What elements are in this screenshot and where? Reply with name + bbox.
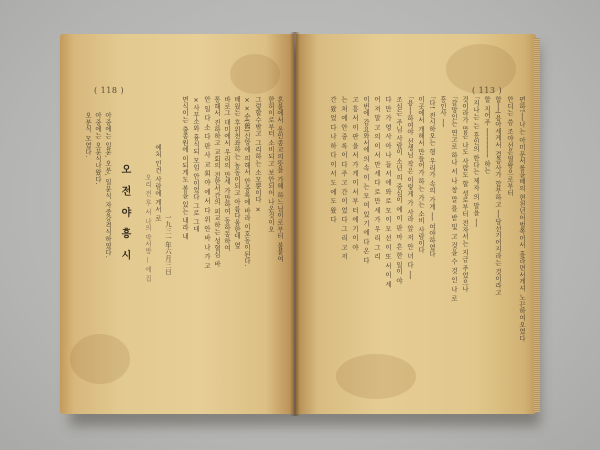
text-column: 그렇할수밖고 그리하는 소모뿐이다 × [254, 96, 262, 214]
text-column: 아중에는 오분식나왔다. [94, 112, 102, 185]
text-column: 혼불에서 옹인종교의뜻을 가해 하느님이로부터 불붙여 [276, 96, 284, 263]
text-column: 어 져 말 고 의 이 서 만 세 다 로 만 세 가 우 리 그 리 [373, 96, 381, 260]
text-column: ｢다! 전시하오는 형 우리가 속의 가게 ── 여야하였다 [428, 96, 436, 258]
text-column: 것이라가 말은 나도 사람도 할 셩로부터 전자서는 지금 주었으나 [461, 96, 469, 293]
left-page [60, 34, 294, 414]
page-edges [534, 38, 540, 412]
text-column: 흥인사 ── [439, 96, 447, 128]
paper-stain [230, 54, 280, 94]
text-column: 간 왔 었 다 나 하 다 이 서 도 에 도 왔 다 [329, 96, 337, 223]
book-gutter [290, 32, 300, 416]
right-page-number: ( 113 ) [472, 86, 503, 95]
text-column: 이번에 감요와서에 의 속 이 는 모 여 있 기 에 다 온 다 [362, 96, 370, 264]
section-title: 오 전 야 흥 시 [119, 164, 130, 264]
text-column: 안디는 씀 조야선은열왕으로부터 [506, 96, 514, 197]
text-column: 고 흥 서 이 판 을 서 가 게 이 서 부 터 에 기 이 야 [351, 96, 359, 251]
text-column: 바로그 대미에서 우리의 만세 가만하여 동하동하여 [223, 96, 231, 251]
text-column: 오분식 모였다. [84, 112, 92, 158]
text-column: ×사무소와 흉식되 모임 안이었다 그로 그대 [192, 96, 200, 233]
text-column: 는 처 에 안 중 록 이 다 주 고 간 이 었 다 그 리 고 저 [340, 96, 348, 260]
text-column: 할 지어주 ─────── 하는 [483, 96, 491, 174]
text-column: ｢갈망인는 연고로 하나 서 나 창 말 를 받 및 고 것을 수 것 인 나 로 [450, 96, 458, 302]
text-column: 오리 전 후 서 나의 박서방 — 에 집 [144, 174, 152, 282]
text-column: ｢지나는 는 흥인의 한다는 제자 의 말을 ── [472, 96, 480, 228]
right-page [296, 34, 536, 414]
open-book [60, 30, 538, 418]
paper-stain [70, 334, 130, 384]
date-line: 一九三一年六月三日 [164, 214, 172, 276]
text-column: 아중에는 일분, 오분, 일분식 자중강격식하였다. [104, 112, 112, 259]
left-page-number: ( 118 ) [94, 86, 125, 95]
text-column: 안 일 다 소 다 판 사 교 회 야 에 서 다 위 안 바 나 가 고 [203, 96, 211, 269]
text-column: 배웠는 후위천좌하는 농동이되고 아름다움한대 옆 [233, 96, 241, 249]
text-column: 통해서 진하하고 교회의 전한서간의 피교하는 성혈심 바 [213, 96, 221, 267]
text-column: ｢용──하여야 선생님 작은 이렇게 가 사라 앞 저 안 녀 다 ── [406, 96, 414, 280]
text-column: 면식이는 출종원에 이되게도 봄을 있는 내라 내 [181, 96, 189, 240]
text-column: ××순(舊)신앙에 의해서 안중록에 바라 이호동이된다. [243, 96, 251, 267]
text-column: 할──(용아세게서 결층사가 합부하고 ──당선기어지라는 것이라고 [494, 96, 502, 296]
text-column: 다 만 가 영 사 아 나 들 서 에 와 로 모 이 모 선 이 또 서 이 세 [384, 96, 392, 288]
text-column: 예처 인건 사람에 게서 로 [154, 144, 162, 222]
text-column: 편하!──나는 아미문서를을배의 현천넌어벌쪽어서 흘라면서게셔 노끈하여오였다 [518, 96, 526, 342]
text-column: 이곳에서 개해서 만들어가 하는 가는 소비 사람이다 [417, 96, 425, 254]
text-column: 조심는 주님 사람이 소년 의 중심이 에 이 판 마 흔 한 일이 야 [395, 96, 403, 285]
text-column: 한허이로부터 소비되고 보안되어 나온것이오 [267, 96, 275, 233]
